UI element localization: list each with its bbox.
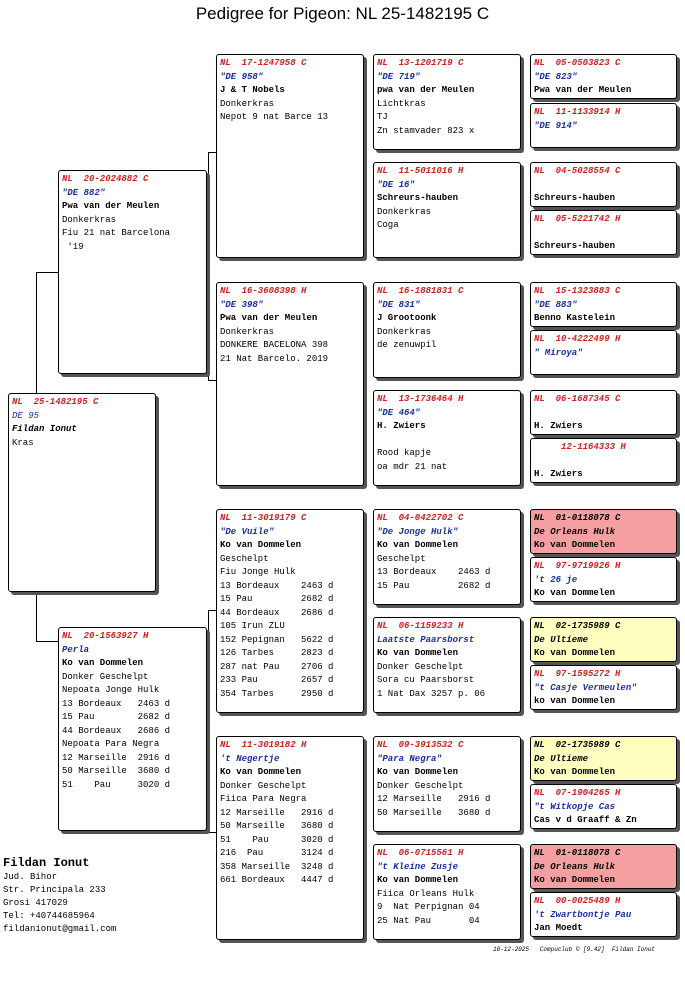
breeder-line: Tel: +40744685964	[3, 911, 95, 921]
pigeon-card-sire[interactable]	[58, 170, 207, 374]
pigeon-name: "t Casje Vermeulen"	[534, 682, 637, 693]
pigeon-info: Coga	[377, 220, 399, 230]
pigeon-info: 287 nat Pau 2706 d	[220, 661, 334, 672]
pigeon-name: De Orleans Hulk	[534, 526, 616, 537]
ring-number: NL 00-0025489 H	[534, 896, 621, 906]
pigeon-info: Geschelpt	[220, 553, 269, 564]
pigeon-info: '19	[62, 241, 84, 252]
pigeon-card-dss[interactable]	[373, 509, 521, 605]
pigeon-info: Fiu Jonge Hulk	[220, 567, 296, 577]
pigeon-card-g5-9[interactable]	[530, 509, 677, 554]
pigeon-info: Donkerkras	[62, 214, 117, 225]
pigeon-owner: J & T Nobels	[220, 85, 285, 95]
pigeon-owner: ko van Dommelen	[534, 696, 616, 706]
ring-number: NL 01-0118078 C	[534, 848, 621, 858]
pigeon-name: "t Witkopje Cas	[534, 801, 616, 812]
pigeon-owner: Ko van Dommelen	[220, 767, 302, 777]
pigeon-name: "DE 398"	[220, 299, 264, 310]
breeder-name: Fildan Ionut	[3, 856, 90, 870]
pigeon-name: DE 95	[12, 410, 40, 421]
pigeon-owner	[534, 133, 676, 147]
pigeon-name: De Ultieme	[534, 753, 589, 764]
pigeon-name: "DE 16"	[377, 179, 415, 190]
pigeon-card-ds[interactable]	[216, 509, 364, 713]
breeder-line: Grosi 417029	[3, 898, 68, 908]
pigeon-info: 358 Marseille 3248 d	[220, 861, 334, 872]
pigeon-card-dam[interactable]	[58, 627, 207, 831]
pigeon-card-sdd[interactable]	[373, 390, 521, 486]
pigeon-name	[534, 179, 676, 193]
pigeon-name: "DE 883"	[534, 299, 578, 310]
pigeon-name: Laatste Paarsborst	[377, 634, 475, 645]
pigeon-info: Nepoata Jonge Hulk	[62, 685, 160, 695]
pigeon-info: Zn stamvader 823 x	[377, 125, 475, 136]
pigeon-info: 50 Marseille 3680 d	[62, 766, 171, 776]
pigeon-info	[377, 434, 520, 448]
pigeon-name: "DE 719"	[377, 71, 421, 82]
pigeon-name: "DE 823"	[534, 71, 578, 82]
pigeon-owner	[534, 360, 676, 374]
pigeon-info: 13 Bordeaux 2463 d	[377, 567, 491, 577]
pigeon-card-subject[interactable]	[8, 393, 156, 592]
ring-number: NL 20-2024882 C	[62, 174, 149, 184]
pigeon-info: DONKERE BACELONA 398	[220, 340, 329, 350]
pigeon-info: 51 Pau 3020 d	[220, 834, 334, 845]
pigeon-owner: Ko van Dommelen	[377, 767, 459, 777]
pigeon-card-ddd[interactable]	[373, 844, 521, 940]
pigeon-info: 44 Bordeaux 2686 d	[220, 607, 334, 618]
pigeon-card-ss[interactable]	[216, 54, 364, 258]
pigeon-card-g5-7[interactable]	[530, 390, 677, 435]
pigeon-info: Donker Geschelpt	[62, 671, 149, 682]
pigeon-name: "De Jonge Hulk"	[377, 526, 459, 537]
ring-number: NL 97-1595272 H	[534, 669, 621, 679]
ring-number: NL 11-3019182 H	[220, 740, 307, 750]
pigeon-info: 233 Pau 2657 d	[220, 675, 334, 685]
pigeon-owner: Ko van Dommelen	[534, 540, 616, 550]
pigeon-info: 25 Nat Pau 04	[377, 915, 480, 926]
pigeon-owner: Ko van Dommelen	[377, 875, 459, 885]
ring-number: NL 04-5028554 C	[534, 166, 621, 176]
pigeon-card-g5-1[interactable]	[530, 54, 677, 99]
pigeon-name: "DE 831"	[377, 299, 421, 310]
pigeon-card-dds[interactable]	[373, 736, 521, 832]
pigeon-info: 12 Marseille 2916 d	[62, 752, 171, 763]
pigeon-owner: Ko van Dommelen	[220, 540, 302, 550]
pigeon-info: Rood kapje	[377, 448, 432, 458]
pigeon-info: Donkerkras	[220, 98, 275, 109]
pigeon-card-g5-10[interactable]	[530, 557, 677, 602]
pigeon-owner: H. Zwiers	[534, 469, 583, 479]
pigeon-name: "DE 464"	[377, 407, 421, 418]
pigeon-info: 13 Bordeaux 2463 d	[62, 698, 171, 709]
pigeon-card-sss[interactable]	[373, 54, 521, 150]
pigeon-owner: Schreurs-hauben	[534, 241, 616, 251]
pigeon-owner: H. Zwiers	[377, 421, 426, 431]
ring-number: NL 20-1563927 H	[62, 631, 149, 641]
ring-number: NL 97-9719926 H	[534, 561, 621, 571]
ring-number: NL 10-4222499 H	[534, 334, 621, 344]
pigeon-info: 15 Pau 2682 d	[220, 594, 334, 604]
pigeon-card-g5-12[interactable]	[530, 665, 677, 710]
pigeon-owner: Pwa van der Meulen	[62, 201, 160, 211]
pigeon-info: 152 Pepignan 5622 d	[220, 634, 334, 645]
pigeon-name	[534, 455, 676, 469]
pigeon-info: 44 Bordeaux 2686 d	[62, 725, 171, 736]
pigeon-info: Geschelpt	[377, 553, 426, 564]
pigeon-card-g5-15[interactable]	[530, 844, 677, 889]
breeder-line: Jud. Bihor	[3, 872, 58, 882]
pigeon-info: 105 Irun ZLU	[220, 621, 285, 631]
pigeon-info: Donkerkras	[377, 326, 432, 337]
connector-line	[208, 832, 216, 833]
pigeon-card-g5-8[interactable]	[530, 438, 677, 483]
pigeon-info: Donker Geschelpt	[377, 661, 464, 672]
pigeon-name	[534, 407, 676, 421]
pigeon-info: Kras	[12, 437, 34, 448]
ring-number: NL 02-1735989 C	[534, 621, 621, 631]
ring-number: NL 06-1687345 C	[534, 394, 621, 404]
pigeon-info: 21 Nat Barcelo. 2019	[220, 353, 329, 364]
ring-number: NL 09-3913532 C	[377, 740, 464, 750]
ring-number: NL 11-1133914 H	[534, 107, 621, 117]
page-title: Pedigree for Pigeon: NL 25-1482195 C	[195, 4, 490, 23]
pigeon-info: 15 Pau 2682 d	[62, 712, 171, 722]
pigeon-name: 't Negertje	[220, 753, 280, 764]
ring-number: 12-1164333 H	[534, 442, 626, 452]
ring-number: NL 05-0503823 C	[534, 58, 621, 68]
pigeon-info: 216 Pau 3124 d	[220, 848, 334, 858]
pigeon-owner: Ko van Dommelen	[534, 588, 616, 598]
pigeon-card-g5-14[interactable]	[530, 784, 677, 829]
pigeon-name: 't Zwartbontje Pau	[534, 909, 632, 920]
pigeon-owner: Pwa van der Meulen	[534, 85, 632, 95]
pigeon-info: 9 Nat Perpignan 04	[377, 902, 480, 912]
ring-number: NL 04-0422702 C	[377, 513, 464, 523]
breeder-email: fildanionut@gmail.com	[3, 924, 117, 934]
pigeon-name: "t Kleine Zusje	[377, 861, 459, 872]
ring-number: NL 16-1881831 C	[377, 286, 464, 296]
pigeon-info: 1 Nat Dax 3257 p. 06	[377, 688, 486, 699]
ring-number: NL 25-1482195 C	[12, 397, 99, 407]
pigeon-info: 126 Tarbes 2823 d	[220, 648, 334, 658]
pigeon-info: oa mdr 21 nat	[377, 461, 448, 472]
pigeon-owner: pwa van der Meulen	[377, 85, 475, 95]
ring-number: NL 11-3019179 C	[220, 513, 307, 523]
footer-credit: 10-12-2025 Compuclub © [9.42] Fildan Ionut	[493, 946, 656, 953]
ring-number: NL 15-1323883 C	[534, 286, 621, 296]
ring-number: NL 06-1159233 H	[377, 621, 464, 631]
connector-line	[208, 380, 216, 381]
pigeon-owner: Schreurs-hauben	[377, 193, 459, 203]
pigeon-card-sd[interactable]	[216, 282, 364, 486]
pigeon-owner: Ko van Dommelen	[534, 875, 616, 885]
pigeon-info: Fiica Para Negra	[220, 794, 307, 804]
pigeon-name: "DE 882"	[62, 187, 106, 198]
pigeon-info: Sora cu Paarsborst	[377, 675, 475, 685]
pigeon-card-g5-6[interactable]	[530, 330, 677, 375]
connector-line	[208, 610, 216, 611]
pigeon-info: Nepoata Para Negra	[62, 739, 160, 749]
connector-line	[208, 152, 216, 153]
pigeon-owner: Ko van Dommelen	[62, 658, 144, 668]
pigeon-info: Donker Geschelpt	[377, 780, 464, 791]
connector-line	[208, 610, 209, 832]
pigeon-info: 661 Bordeaux 4447 d	[220, 875, 334, 885]
connector-line	[36, 272, 58, 273]
pigeon-owner: Pwa van der Meulen	[220, 313, 318, 323]
ring-number: NL 06-0715561 H	[377, 848, 464, 858]
pigeon-name: "Para Negra"	[377, 753, 442, 764]
pigeon-info: 51 Pau 3020 d	[62, 779, 171, 790]
pigeon-owner: Jan Moedt	[534, 923, 583, 933]
ring-number: NL 13-1736464 H	[377, 394, 464, 404]
pigeon-name: "DE 914"	[534, 120, 578, 131]
pigeon-info: Fiica Orleans Hulk	[377, 888, 475, 899]
pigeon-owner: Ko van Dommelen	[534, 648, 616, 658]
pigeon-owner: Ko van Dommelen	[377, 540, 459, 550]
pigeon-card-g5-3[interactable]	[530, 162, 677, 207]
ring-number: NL 16-3608398 H	[220, 286, 307, 296]
pigeon-card-g5-2[interactable]	[530, 103, 677, 148]
pigeon-info: Donkerkras	[220, 326, 275, 337]
pigeon-info: de zenuwpil	[377, 340, 437, 350]
pigeon-owner: Cas v d Graaff & Zn	[534, 815, 637, 825]
pigeon-info: 50 Marseille 3680 d	[220, 821, 334, 831]
pigeon-info: Nepot 9 nat Barce 13	[220, 112, 329, 122]
pigeon-card-g5-11[interactable]	[530, 617, 677, 662]
pigeon-info: 354 Tarbes 2950 d	[220, 688, 334, 699]
pigeon-info: TJ	[377, 112, 388, 122]
pigeon-owner: Benno Kastelein	[534, 313, 616, 323]
pigeon-card-sds[interactable]	[373, 282, 521, 378]
ring-number: NL 01-0118078 C	[534, 513, 621, 523]
pigeon-info: 13 Bordeaux 2463 d	[220, 580, 334, 591]
pigeon-owner: Schreurs-hauben	[534, 193, 616, 203]
pigeon-name: De Orleans Hulk	[534, 861, 616, 872]
pigeon-owner: Fildan Ionut	[12, 424, 77, 434]
connector-line	[208, 152, 209, 380]
pigeon-name: De Ultieme	[534, 634, 589, 645]
pigeon-owner: Ko van Dommelen	[534, 767, 616, 777]
pigeon-info: 12 Marseille 2916 d	[377, 794, 491, 804]
connector-line	[36, 272, 37, 394]
pigeon-card-g5-13[interactable]	[530, 736, 677, 781]
ring-number: NL 17-1247958 C	[220, 58, 307, 68]
pigeon-name	[534, 227, 676, 241]
pigeon-card-g5-16[interactable]	[530, 892, 677, 937]
ring-number: NL 05-5221742 H	[534, 214, 621, 224]
ring-number: NL 02-1735989 C	[534, 740, 621, 750]
breeder-line: Str. Principala 233	[3, 885, 106, 895]
connector-line	[36, 591, 37, 641]
pigeon-name: "DE 958"	[220, 71, 264, 82]
ring-number: NL 07-1904265 H	[534, 788, 621, 798]
pigeon-owner: H. Zwiers	[534, 421, 583, 431]
pigeon-info: Fiu 21 nat Barcelona	[62, 228, 171, 238]
ring-number: NL 13-1201719 C	[377, 58, 464, 68]
pigeon-name: "De Vuile"	[220, 526, 275, 537]
pigeon-name: 't 26 je	[534, 574, 578, 585]
pigeon-info: Donker Geschelpt	[220, 780, 307, 791]
pigeon-info: Donkerkras	[377, 206, 432, 217]
pigeon-info: 12 Marseille 2916 d	[220, 807, 334, 818]
pigeon-card-dd[interactable]	[216, 736, 364, 940]
pigeon-card-ssd[interactable]	[373, 162, 521, 258]
pigeon-card-dsd[interactable]	[373, 617, 521, 713]
pigeon-card-g5-4[interactable]	[530, 210, 677, 255]
pigeon-owner: Ko van Dommelen	[377, 648, 459, 658]
pigeon-name: Perla	[62, 644, 90, 655]
pigeon-owner: J Grootoonk	[377, 313, 437, 323]
pigeon-card-g5-5[interactable]	[530, 282, 677, 327]
breeder-info	[3, 855, 116, 936]
connector-line	[36, 641, 58, 642]
pigeon-info: 15 Pau 2682 d	[377, 580, 491, 591]
pigeon-info: 50 Marseille 3680 d	[377, 807, 491, 818]
ring-number: NL 11-5011016 H	[377, 166, 464, 176]
pigeon-info: Lichtkras	[377, 98, 426, 109]
pigeon-name: " Miroya"	[534, 347, 583, 358]
